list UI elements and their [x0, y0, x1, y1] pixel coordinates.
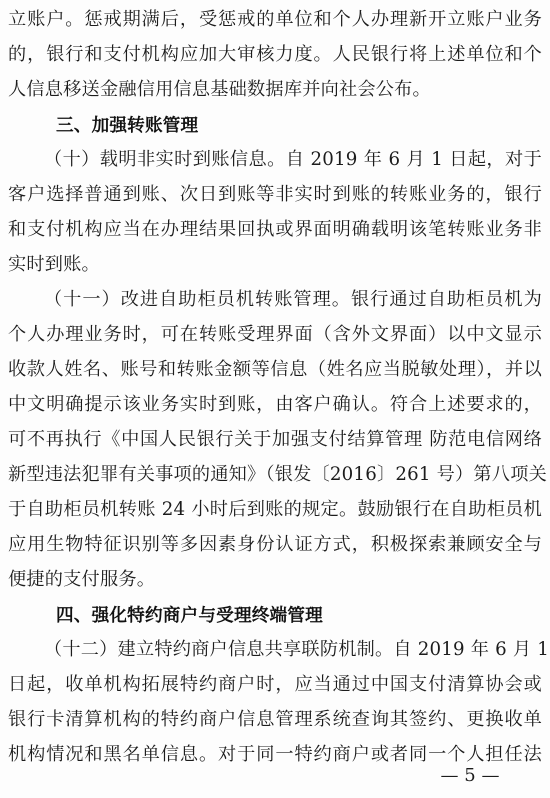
paragraph-line: 便捷的支付服务。	[8, 569, 156, 590]
paragraph-line: （十）载明非实时到账信息。自 2019 年 6 月 1 日起，对于	[44, 149, 542, 170]
paragraph-line: 机构情况和黑名单信息。对于同一特约商户或者同一个人担任法	[8, 744, 542, 765]
paragraph-line: 应用生物特征识别等多因素身份认证方式，积极探索兼顾安全与	[8, 534, 542, 555]
paragraph-line: （十二）建立特约商户信息共享联防机制。自 2019 年 6 月 1	[44, 639, 550, 660]
paragraph-line: 日起，收单机构拓展特约商户时，应当通过中国支付清算协会或	[8, 674, 542, 695]
paragraph-line: 于自助柜员机转账 24 小时后到账的规定。鼓励银行在自助柜员机	[8, 499, 542, 520]
paragraph-line: 银行卡清算机构的特约商户信息管理系统查询其签约、更换收单	[8, 709, 542, 730]
paragraph-line: （十一）改进自助柜员机转账管理。银行通过自助柜员机为	[44, 289, 542, 310]
paragraph-line: 收款人姓名、账号和转账金额等信息（姓名应当脱敏处理），并以	[8, 359, 542, 380]
page-number: — 5 —	[440, 765, 500, 786]
section-heading-4: 四、强化特约商户与受理终端管理	[56, 606, 323, 626]
paragraph-line: 立账户。惩戒期满后，受惩戒的单位和个人办理新开立账户业务	[8, 9, 542, 30]
paragraph-line: 人信息移送金融信用信息基础数据库并向社会公布。	[8, 79, 431, 100]
paragraph-line: 的，银行和支付机构应加大审核力度。人民银行将上述单位和个	[8, 44, 542, 65]
paragraph-line: 和支付机构应当在办理结果回执或界面明确载明该笔转账业务非	[8, 219, 542, 240]
paragraph-line: 新型违法犯罪有关事项的通知》（银发〔2016〕261 号）第八项关	[8, 464, 547, 485]
section-heading-3: 三、加强转账管理	[56, 116, 199, 136]
paragraph-line: 可不再执行《中国人民银行关于加强支付结算管理 防范电信网络	[8, 429, 542, 450]
paragraph-line: 中文明确提示该业务实时到账，由客户确认。符合上述要求的，	[8, 394, 542, 415]
paragraph-line: 实时到账。	[8, 254, 100, 275]
paragraph-line: 客户选择普通到账、次日到账等非实时到账的转账业务的，银行	[8, 184, 542, 205]
paragraph-line: 个人办理业务时，可在转账受理界面（含外文界面）以中文显示	[8, 324, 542, 345]
